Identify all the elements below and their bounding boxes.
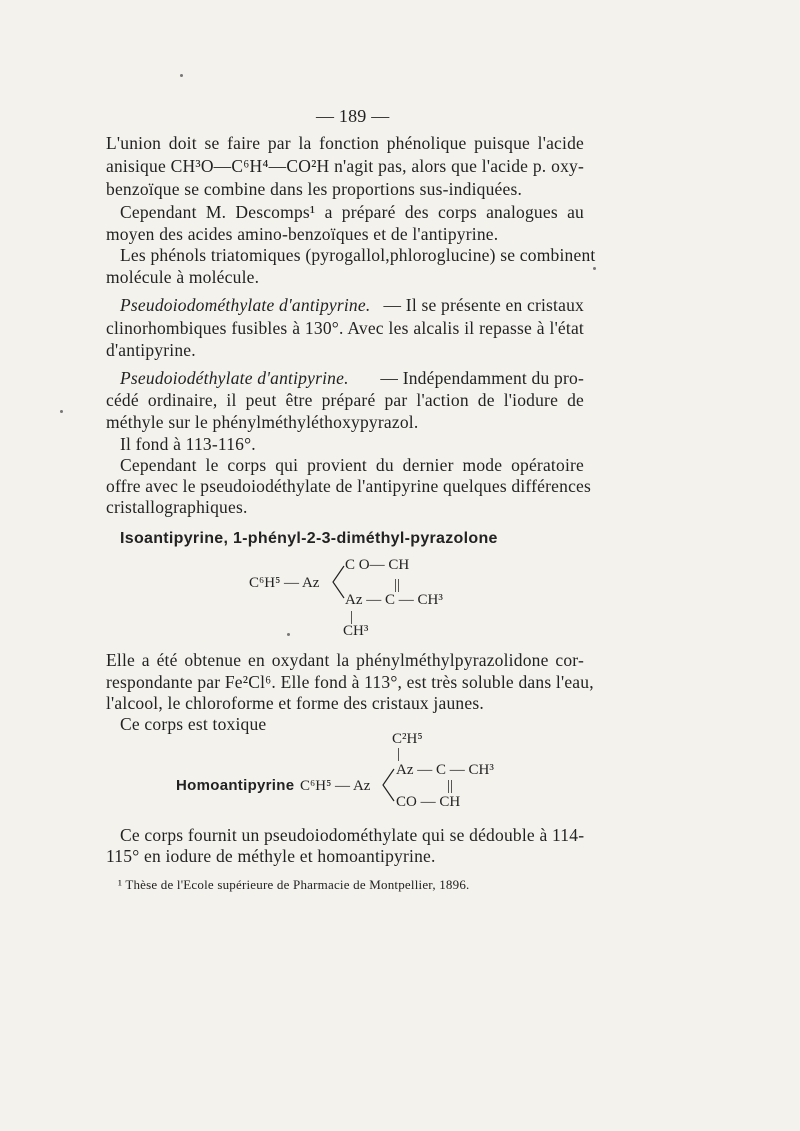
formula-text: Az — C — CH³ <box>345 592 443 608</box>
section-title: Pseudoiodéthylate d'antipyrine. <box>120 368 349 388</box>
paragraph-text: — Indépendamment du pro- <box>380 368 584 388</box>
paragraph-line: Cependant le corps qui provient du dernier mode opératoire <box>120 455 584 475</box>
formula-bond <box>378 765 398 805</box>
paragraph-line: Ce corps est toxique <box>120 714 267 734</box>
paragraph-line: l'alcool, le chloroforme et forme des cristaux jaunes. <box>106 693 484 713</box>
paragraph-line <box>120 295 584 316</box>
formula-text: | <box>397 746 401 762</box>
formula-text: | <box>350 609 354 625</box>
formula-text: CH³ <box>343 623 369 639</box>
formula-text: C⁶H⁵ — Az <box>249 575 320 591</box>
footnote: ¹ Thèse de l'Ecole supérieure de Pharmacie de Montpellier, 1896. <box>118 877 470 892</box>
paragraph-line <box>120 368 584 389</box>
formula-text: C⁶H⁵ — Az <box>300 778 371 794</box>
paragraph-line: L'union doit se faire par la fonction phénolique puisque l'acide <box>106 133 584 153</box>
paragraph-line: moyen des acides amino-benzoïques et de l'antipyrine. <box>106 224 499 244</box>
paragraph-line: clinorhombiques fusibles à 130°. Avec les alcalis il repasse à l'état <box>106 318 584 338</box>
paragraph-text: — Il se présente en cristaux <box>383 295 584 315</box>
formula-text: Az — C — CH³ <box>396 762 494 778</box>
paragraph-line: benzoïque se combine dans les proportions sus-indiquées. <box>106 179 523 199</box>
paragraph-line: Il fond à 113-116°. <box>120 434 256 454</box>
paragraph-line: Elle a été obtenue en oxydant la phénylméthylpyrazolidone cor- <box>106 650 584 670</box>
paragraph-line: respondante par Fe²Cl⁶. Elle fond à 113°, est très soluble dans l'eau, <box>106 672 594 692</box>
paragraph-line: Les phénols triatomiques (pyrogallol,phloroglucine) se combinent <box>120 245 596 265</box>
scan-speck <box>287 633 290 636</box>
formula-text: C O— CH <box>345 557 410 573</box>
paragraph-line: Cependant M. Descomps¹ a préparé des corps analogues au <box>120 202 584 222</box>
paragraph-line: offre avec le pseudoiodéthylate de l'antipyrine quelques différences <box>106 476 592 496</box>
paragraph-line: d'antipyrine. <box>106 340 196 360</box>
compound-heading: Isoantipyrine, 1-phényl-2-3-diméthyl-pyrazolone <box>120 530 498 547</box>
scan-speck <box>180 74 183 77</box>
paragraph-line: méthyle sur le phénylméthyléthoxypyrazol. <box>106 412 419 432</box>
formula-text: C²H⁵ <box>392 731 423 747</box>
scan-speck <box>60 410 63 413</box>
paragraph-line: molécule à molécule. <box>106 267 260 287</box>
formula-text: || <box>447 778 454 794</box>
page-number: — 189 — <box>316 106 390 126</box>
scan-speck <box>593 267 596 270</box>
compound-label: Homoantipyrine <box>176 777 295 794</box>
section-title: Pseudoiodométhylate d'antipyrine. <box>120 295 371 315</box>
paragraph-line: cristallographiques. <box>106 497 248 517</box>
paragraph-line: anisique CH³O—C⁶H⁴—CO²H n'agit pas, alors que l'acide p. oxy- <box>106 156 584 176</box>
paragraph-line: 115° en iodure de méthyle et homoantipyrine. <box>106 846 436 866</box>
formula-text: || <box>394 577 401 593</box>
paragraph-line: Ce corps fournit un pseudoiodométhylate qui se dédouble à 114- <box>120 825 585 845</box>
paragraph-line: cédé ordinaire, il peut être préparé par l'action de l'iodure de <box>106 390 584 410</box>
formula-text: CO — CH <box>396 794 461 810</box>
